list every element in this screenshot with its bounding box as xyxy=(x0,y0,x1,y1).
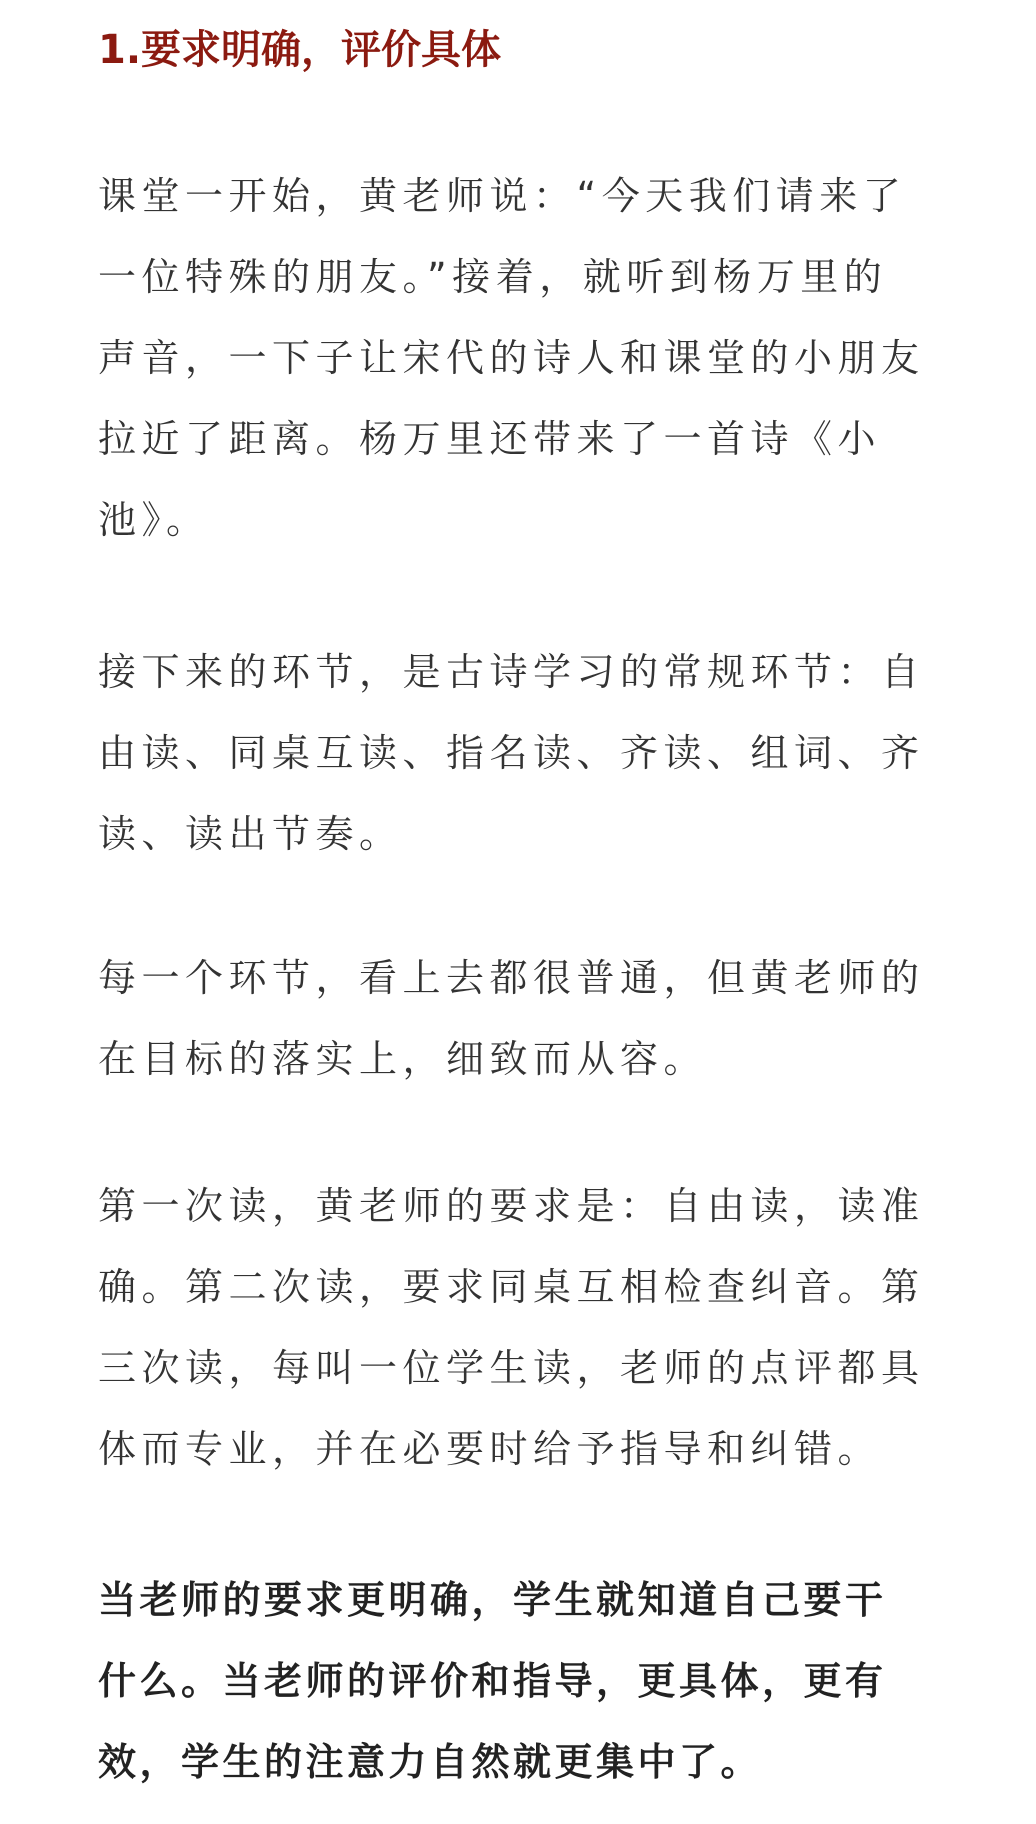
paragraph-line: 每一个环节，看上去都很普通，但黄老师的 xyxy=(98,956,925,1000)
paragraph-line: 第一次读，黄老师的要求是：自由读，读准 xyxy=(98,1184,925,1228)
paragraph-line: 效，学生的注意力自然就更集中了。 xyxy=(98,1740,763,1784)
paragraph-line: 接下来的环节，是古诗学习的常规环节：自 xyxy=(98,650,925,694)
paragraph-line: 一位特殊的朋友。”接着，就听到杨万里的 xyxy=(98,255,888,299)
paragraph-line: 在目标的落实上，细致而从容。 xyxy=(98,1037,708,1081)
paragraph-line: 三次读，每叫一位学生读，老师的点评都具 xyxy=(98,1346,925,1390)
paragraph-reading-rounds xyxy=(98,1166,978,1490)
paragraph-line: 声音，一下子让宋代的诗人和课堂的小朋友 xyxy=(98,336,925,380)
section-heading: 1.要求明确，评价具体 xyxy=(98,27,502,73)
paragraph-conclusion xyxy=(98,1560,978,1803)
paragraph-line: 什么。当老师的评价和指导，更具体，更有 xyxy=(98,1659,887,1703)
paragraph-line: 拉近了距离。杨万里还带来了一首诗《小 xyxy=(98,417,882,461)
paragraph-line: 池》。 xyxy=(98,498,210,542)
paragraph-line: 课堂一开始，黄老师说：“今天我们请来了 xyxy=(98,174,907,218)
paragraph-steps xyxy=(98,632,978,875)
paragraph-line: 体而专业，并在必要时给予指导和纠错。 xyxy=(98,1427,882,1471)
paragraph-intro xyxy=(98,156,978,561)
paragraph-observation xyxy=(98,938,978,1100)
paragraph-line: 确。第二次读，要求同桌互相检查纠音。第 xyxy=(98,1265,925,1309)
paragraph-line: 读、读出节奏。 xyxy=(98,812,403,856)
paragraph-line: 当老师的要求更明确，学生就知道自己要干 xyxy=(98,1578,887,1622)
paragraph-line: 由读、同桌互读、指名读、齐读、组词、齐 xyxy=(98,731,925,775)
